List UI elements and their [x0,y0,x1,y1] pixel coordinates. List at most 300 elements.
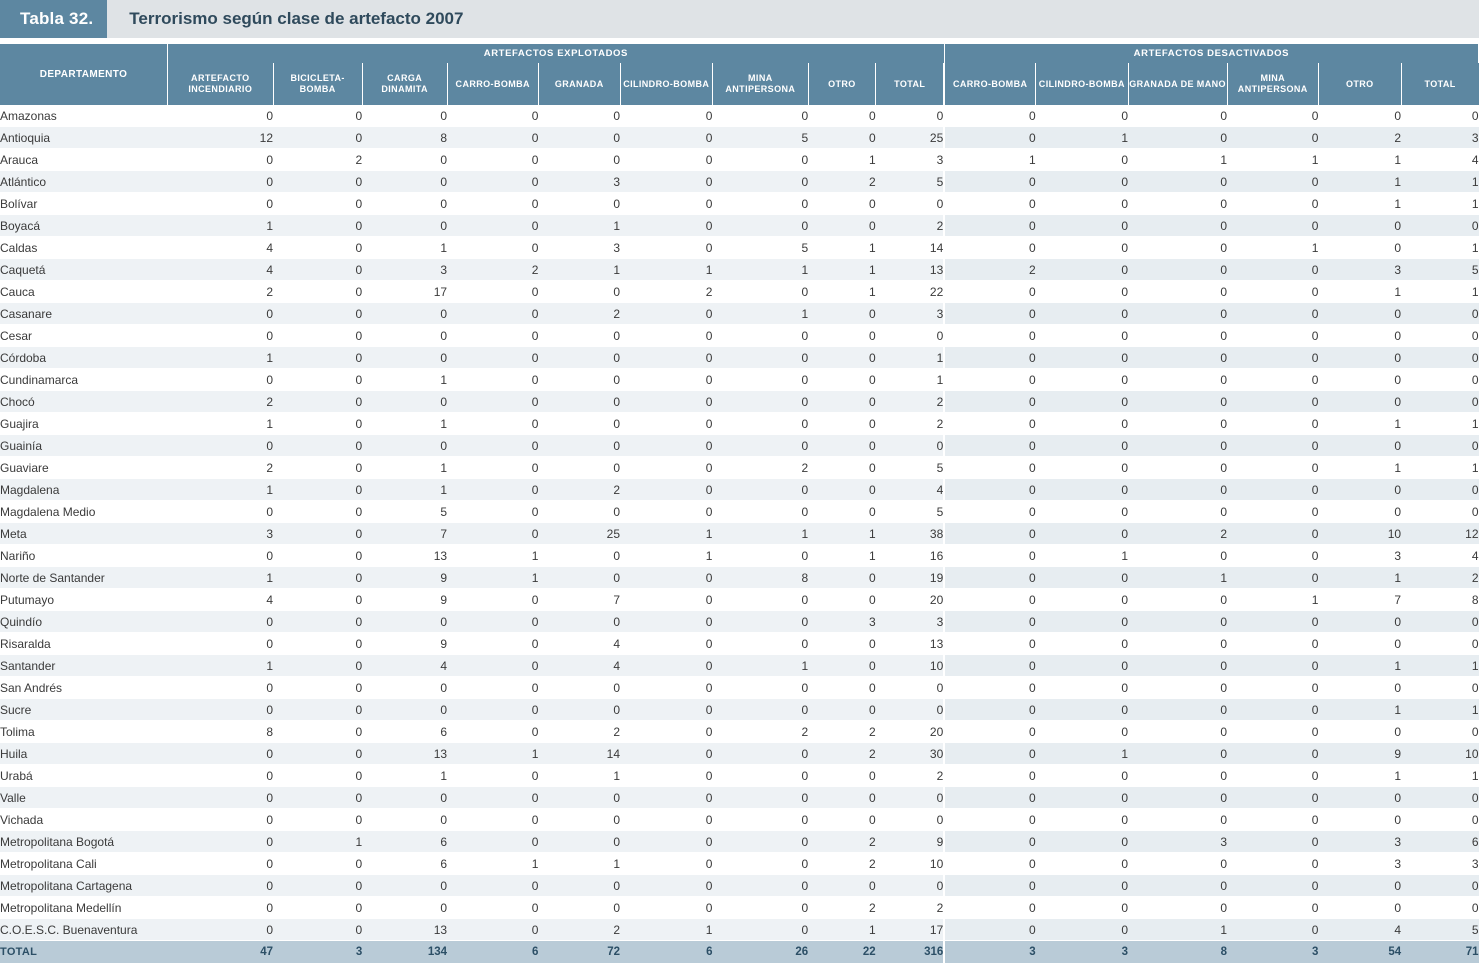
cell-value: 0 [1128,743,1227,765]
cell-value: 0 [808,479,875,501]
cell-value: 0 [1227,501,1318,523]
table-total-row [0,941,1479,964]
cell-value: 0 [808,215,875,237]
row-label-departamento: Córdoba [0,347,168,369]
cell-value: 1 [1318,457,1401,479]
cell-value: 0 [447,127,538,149]
cell-value: 0 [620,765,712,787]
table-row [0,303,1479,325]
total-cell-value: 72 [538,941,620,964]
cell-value: 0 [944,435,1035,457]
cell-value: 0 [447,897,538,919]
cell-value: 3 [1318,545,1401,567]
cell-value: 1 [712,259,808,281]
table-head [0,44,1479,105]
row-label-departamento: Risaralda [0,633,168,655]
cell-value: 0 [1036,831,1128,853]
cell-value: 0 [538,149,620,171]
cell-value: 0 [944,699,1035,721]
column-header-mina-antipersona-6: MINA ANTIPERSONA [712,63,808,105]
table-row [0,677,1479,699]
row-label-departamento: Antioquia [0,127,168,149]
cell-value: 1 [362,457,447,479]
cell-value: 0 [447,325,538,347]
cell-value: 0 [273,699,362,721]
cell-value: 0 [447,303,538,325]
table-title-bar [0,0,1479,38]
cell-value: 0 [1401,501,1478,523]
cell-value: 0 [1401,787,1478,809]
cell-value: 0 [1227,567,1318,589]
cell-value: 5 [1401,919,1478,941]
table-row [0,875,1479,897]
table-row [0,589,1479,611]
cell-value: 0 [362,787,447,809]
cell-value: 0 [1036,699,1128,721]
cell-value: 0 [712,281,808,303]
cell-value: 0 [1401,369,1478,391]
cell-value: 1 [620,919,712,941]
cell-value: 1 [362,369,447,391]
group-header-desactivados: ARTEFACTOS DESACTIVADOS [944,44,1478,63]
column-header-carro-bomba-9: CARRO-BOMBA [944,63,1035,105]
cell-value: 0 [944,303,1035,325]
cell-value: 0 [1227,303,1318,325]
cell-value: 1 [712,523,808,545]
cell-value: 1 [538,259,620,281]
cell-value: 0 [1227,523,1318,545]
cell-value: 1 [168,413,274,435]
cell-value: 0 [620,677,712,699]
cell-value: 0 [712,149,808,171]
cell-value: 0 [362,105,447,127]
cell-value: 0 [1036,347,1128,369]
cell-value: 1 [447,567,538,589]
cell-value: 0 [1036,413,1128,435]
cell-value: 0 [1318,677,1401,699]
cell-value: 0 [620,853,712,875]
cell-value: 0 [168,325,274,347]
column-header-otro-7: OTRO [808,63,875,105]
cell-value: 4 [1318,919,1401,941]
cell-value: 14 [538,743,620,765]
cell-value: 1 [1401,171,1478,193]
cell-value: 0 [273,127,362,149]
cell-value: 0 [273,435,362,457]
column-header-artefacto-incendiario-0: ARTEFACTO INCENDIARIO [168,63,274,105]
column-header-total-8: TOTAL [876,63,945,105]
cell-value: 0 [944,787,1035,809]
cell-value: 0 [168,919,274,941]
cell-value: 0 [712,875,808,897]
cell-value: 1 [1401,193,1478,215]
table-row [0,831,1479,853]
cell-value: 3 [1318,259,1401,281]
cell-value: 0 [447,721,538,743]
cell-value: 0 [808,787,875,809]
table-row [0,391,1479,413]
cell-value: 0 [1318,809,1401,831]
column-header-total-14: TOTAL [1401,63,1478,105]
cell-value: 0 [620,699,712,721]
cell-value: 0 [808,325,875,347]
cell-value: 1 [1318,765,1401,787]
cell-value: 2 [538,303,620,325]
cell-value: 0 [168,105,274,127]
cell-value: 0 [1128,281,1227,303]
cell-value: 0 [620,149,712,171]
cell-value: 0 [273,809,362,831]
cell-value: 0 [944,281,1035,303]
cell-value: 4 [1401,149,1478,171]
cell-value: 0 [273,171,362,193]
cell-value: 0 [1036,457,1128,479]
cell-value: 0 [538,699,620,721]
cell-value: 0 [1227,171,1318,193]
cell-value: 0 [1036,875,1128,897]
cell-value: 0 [712,633,808,655]
column-header-cilindro-bomba-5: CILINDRO-BOMBA [620,63,712,105]
cell-value: 0 [620,215,712,237]
cell-value: 0 [447,611,538,633]
cell-value: 0 [712,853,808,875]
cell-value: 0 [168,831,274,853]
cell-value: 0 [808,655,875,677]
cell-value: 0 [1128,765,1227,787]
cell-value: 4 [168,237,274,259]
row-label-departamento: Arauca [0,149,168,171]
cell-value: 0 [876,677,945,699]
total-cell-value: 134 [362,941,447,964]
cell-value: 0 [447,699,538,721]
cell-value: 1 [1036,127,1128,149]
table-row [0,655,1479,677]
cell-value: 0 [620,303,712,325]
column-header-cilindro-bomba-10: CILINDRO-BOMBA [1036,63,1128,105]
cell-value: 0 [273,545,362,567]
cell-value: 0 [1227,413,1318,435]
cell-value: 0 [944,413,1035,435]
cell-value: 0 [808,391,875,413]
cell-value: 0 [1036,853,1128,875]
cell-value: 0 [1128,479,1227,501]
cell-value: 2 [538,721,620,743]
cell-value: 0 [1128,325,1227,347]
cell-value: 0 [447,215,538,237]
cell-value: 4 [168,259,274,281]
cell-value: 0 [620,567,712,589]
cell-value: 0 [944,391,1035,413]
cell-value: 0 [362,391,447,413]
cell-value: 0 [1227,325,1318,347]
cell-value: 0 [1227,369,1318,391]
table-row [0,259,1479,281]
cell-value: 0 [447,633,538,655]
cell-value: 0 [1128,237,1227,259]
row-label-departamento: Caldas [0,237,168,259]
cell-value: 0 [1318,479,1401,501]
cell-value: 0 [1036,655,1128,677]
cell-value: 0 [538,281,620,303]
cell-value: 0 [1227,259,1318,281]
cell-value: 0 [538,347,620,369]
cell-value: 0 [447,457,538,479]
cell-value: 0 [1227,457,1318,479]
cell-value: 0 [168,369,274,391]
cell-value: 0 [1036,809,1128,831]
cell-value: 0 [1128,875,1227,897]
table-row [0,435,1479,457]
cell-value: 13 [362,743,447,765]
cell-value: 5 [876,457,945,479]
cell-value: 0 [273,787,362,809]
cell-value: 0 [1318,875,1401,897]
cell-value: 0 [1128,699,1227,721]
cell-value: 0 [1401,809,1478,831]
cell-value: 0 [876,699,945,721]
cell-value: 1 [1318,413,1401,435]
cell-value: 0 [808,875,875,897]
cell-value: 0 [1227,633,1318,655]
cell-value: 2 [620,281,712,303]
cell-value: 2 [712,721,808,743]
total-cell-value: 3 [944,941,1035,964]
cell-value: 0 [1401,215,1478,237]
cell-value: 3 [538,237,620,259]
cell-value: 0 [808,127,875,149]
cell-value: 0 [273,391,362,413]
cell-value: 0 [1128,303,1227,325]
cell-value: 0 [712,171,808,193]
cell-value: 7 [362,523,447,545]
column-header-carro-bomba-3: CARRO-BOMBA [447,63,538,105]
table-row [0,765,1479,787]
cell-value: 0 [620,787,712,809]
row-label-departamento: Putumayo [0,589,168,611]
cell-value: 1 [1401,699,1478,721]
cell-value: 0 [944,479,1035,501]
cell-value: 0 [362,699,447,721]
cell-value: 5 [1401,259,1478,281]
cell-value: 0 [1318,897,1401,919]
cell-value: 0 [712,479,808,501]
table-row [0,105,1479,127]
cell-value: 0 [447,193,538,215]
cell-value: 0 [1318,325,1401,347]
cell-value: 0 [168,435,274,457]
cell-value: 0 [808,457,875,479]
table-row [0,743,1479,765]
cell-value: 1 [808,545,875,567]
cell-value: 0 [447,655,538,677]
cell-value: 0 [620,897,712,919]
cell-value: 0 [712,699,808,721]
table-row [0,919,1479,941]
cell-value: 0 [1128,897,1227,919]
cell-value: 5 [876,171,945,193]
cell-value: 0 [273,677,362,699]
cell-value: 4 [876,479,945,501]
cell-value: 0 [538,325,620,347]
cell-value: 0 [1318,369,1401,391]
cell-value: 2 [808,853,875,875]
cell-value: 0 [620,831,712,853]
cell-value: 0 [362,897,447,919]
cell-value: 0 [273,457,362,479]
cell-value: 1 [944,149,1035,171]
cell-value: 2 [538,919,620,941]
cell-value: 0 [1318,215,1401,237]
cell-value: 10 [876,853,945,875]
cell-value: 0 [447,479,538,501]
cell-value: 1 [876,369,945,391]
cell-value: 0 [1227,897,1318,919]
cell-value: 0 [620,435,712,457]
cell-value: 1 [1401,655,1478,677]
cell-value: 0 [1227,281,1318,303]
cell-value: 0 [1401,633,1478,655]
column-header-granada-4: GRANADA [538,63,620,105]
cell-value: 1 [1401,413,1478,435]
cell-value: 1 [447,853,538,875]
cell-value: 0 [1227,919,1318,941]
cell-value: 0 [712,369,808,391]
row-label-departamento: Santander [0,655,168,677]
cell-value: 0 [447,677,538,699]
cell-value: 0 [447,765,538,787]
cell-value: 0 [944,655,1035,677]
cell-value: 0 [538,831,620,853]
cell-value: 0 [362,171,447,193]
cell-value: 0 [1318,391,1401,413]
cell-value: 0 [944,809,1035,831]
cell-value: 4 [538,655,620,677]
cell-value: 0 [273,193,362,215]
cell-value: 0 [538,611,620,633]
cell-value: 0 [808,589,875,611]
cell-value: 0 [447,347,538,369]
cell-value: 0 [1227,215,1318,237]
cell-value: 3 [168,523,274,545]
cell-value: 0 [944,677,1035,699]
cell-value: 8 [362,127,447,149]
cell-value: 3 [1128,831,1227,853]
cell-value: 1 [1128,567,1227,589]
cell-value: 0 [1318,721,1401,743]
cell-value: 0 [1128,545,1227,567]
column-header-departamento: DEPARTAMENTO [0,44,168,105]
row-label-departamento: Atlántico [0,171,168,193]
row-label-departamento: Metropolitana Cartagena [0,875,168,897]
cell-value: 0 [273,479,362,501]
cell-value: 0 [168,809,274,831]
cell-value: 0 [447,171,538,193]
cell-value: 0 [876,809,945,831]
cell-value: 9 [362,633,447,655]
cell-value: 1 [808,919,875,941]
cell-value: 0 [273,105,362,127]
cell-value: 3 [1401,853,1478,875]
cell-value: 0 [1128,611,1227,633]
cell-value: 0 [447,391,538,413]
cell-value: 0 [944,193,1035,215]
cell-value: 0 [538,809,620,831]
total-cell-value: 6 [447,941,538,964]
cell-value: 0 [1227,831,1318,853]
cell-value: 0 [944,105,1035,127]
cell-value: 0 [447,831,538,853]
cell-value: 0 [362,347,447,369]
cell-value: 0 [447,501,538,523]
cell-value: 8 [712,567,808,589]
cell-value: 2 [168,457,274,479]
cell-value: 0 [447,369,538,391]
row-label-departamento: Boyacá [0,215,168,237]
cell-value: 0 [273,919,362,941]
cell-value: 0 [1128,369,1227,391]
cell-value: 0 [1401,721,1478,743]
cell-value: 2 [1318,127,1401,149]
cell-value: 0 [1036,523,1128,545]
cell-value: 0 [447,809,538,831]
row-label-departamento: C.O.E.S.C. Buenaventura [0,919,168,941]
cell-value: 1 [168,215,274,237]
cell-value: 1 [1128,149,1227,171]
cell-value: 0 [620,809,712,831]
cell-value: 0 [620,391,712,413]
cell-value: 5 [712,127,808,149]
cell-value: 10 [876,655,945,677]
cell-value: 3 [808,611,875,633]
cell-value: 0 [944,171,1035,193]
cell-value: 16 [876,545,945,567]
cell-value: 0 [1401,897,1478,919]
cell-value: 0 [876,193,945,215]
cell-value: 0 [273,215,362,237]
cell-value: 0 [1128,413,1227,435]
row-label-departamento: Valle [0,787,168,809]
cell-value: 0 [944,127,1035,149]
column-header-carga-dinamita-2: CARGA DINAMITA [362,63,447,105]
cell-value: 0 [944,325,1035,347]
cell-value: 0 [538,193,620,215]
table-row [0,545,1479,567]
cell-value: 0 [273,303,362,325]
row-label-departamento: Metropolitana Bogotá [0,831,168,853]
cell-value: 0 [168,545,274,567]
row-label-departamento: Cundinamarca [0,369,168,391]
cell-value: 2 [168,281,274,303]
cell-value: 1 [168,479,274,501]
cell-value: 0 [808,677,875,699]
cell-value: 0 [620,501,712,523]
table-row [0,611,1479,633]
cell-value: 0 [273,633,362,655]
cell-value: 0 [273,347,362,369]
cell-value: 0 [712,435,808,457]
total-cell-value: 3 [1036,941,1128,964]
cell-value: 0 [712,501,808,523]
table-row [0,633,1479,655]
row-label-departamento: Chocó [0,391,168,413]
cell-value: 0 [944,523,1035,545]
cell-value: 0 [538,457,620,479]
cell-value: 0 [1401,325,1478,347]
cell-value: 38 [876,523,945,545]
cell-value: 0 [1128,193,1227,215]
cell-value: 13 [362,919,447,941]
cell-value: 0 [1128,171,1227,193]
